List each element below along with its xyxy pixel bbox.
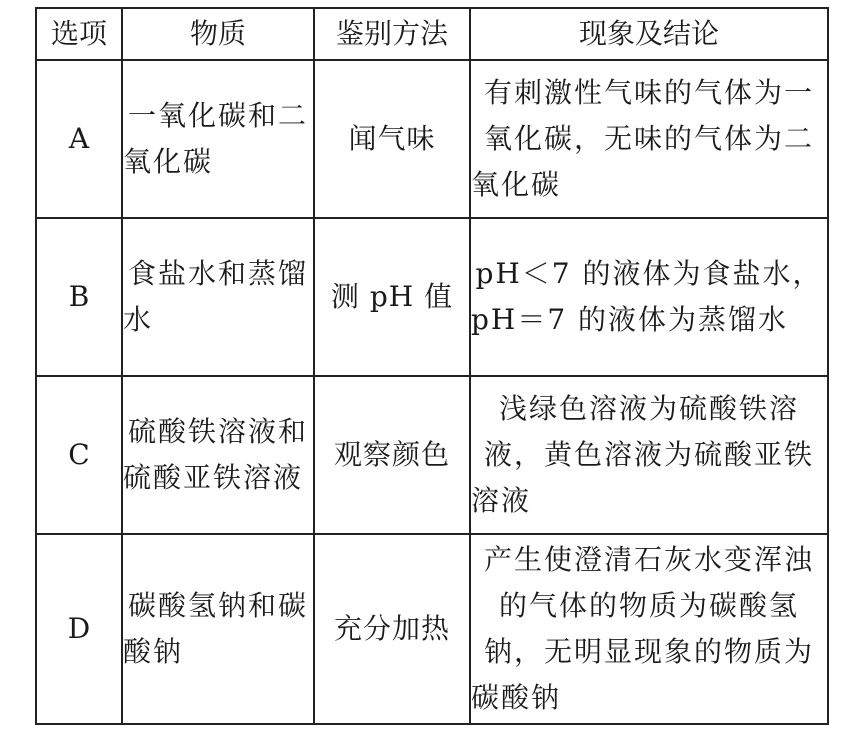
method-cell: 充分加热 [314,534,470,724]
identification-table [35,7,829,725]
table-row [36,60,828,218]
method-cell: 闻气味 [314,60,470,218]
option-cell: B [36,218,122,376]
option-cell: C [36,376,122,534]
header-method: 鉴别方法 [314,8,470,60]
header-option: 选项 [36,8,122,60]
table-row [36,376,828,534]
header-row [36,8,828,60]
method-cell: 观察颜色 [314,376,470,534]
result-cell: 有刺激性气味的气体为一氧化碳，无味的气体为二氧化碳 [470,60,828,218]
header-result: 现象及结论 [470,8,828,60]
table-row [36,534,828,724]
result-cell: 浅绿色溶液为硫酸铁溶液，黄色溶液为硫酸亚铁溶液 [470,376,828,534]
result-cell: pH＜7 的液体为食盐水，pH＝7 的液体为蒸馏水 [470,218,828,376]
substance-cell: 碳酸氢钠和碳酸钠 [122,534,314,724]
table-row [36,218,828,376]
substance-cell: 硫酸铁溶液和硫酸亚铁溶液 [122,376,314,534]
option-cell: D [36,534,122,724]
option-cell: A [36,60,122,218]
substance-cell: 一氧化碳和二氧化碳 [122,60,314,218]
header-substance: 物质 [122,8,314,60]
result-cell: 产生使澄清石灰水变浑浊的气体的物质为碳酸氢钠，无明显现象的物质为碳酸钠 [470,534,828,724]
substance-cell: 食盐水和蒸馏水 [122,218,314,376]
method-cell: 测 pH 值 [314,218,470,376]
